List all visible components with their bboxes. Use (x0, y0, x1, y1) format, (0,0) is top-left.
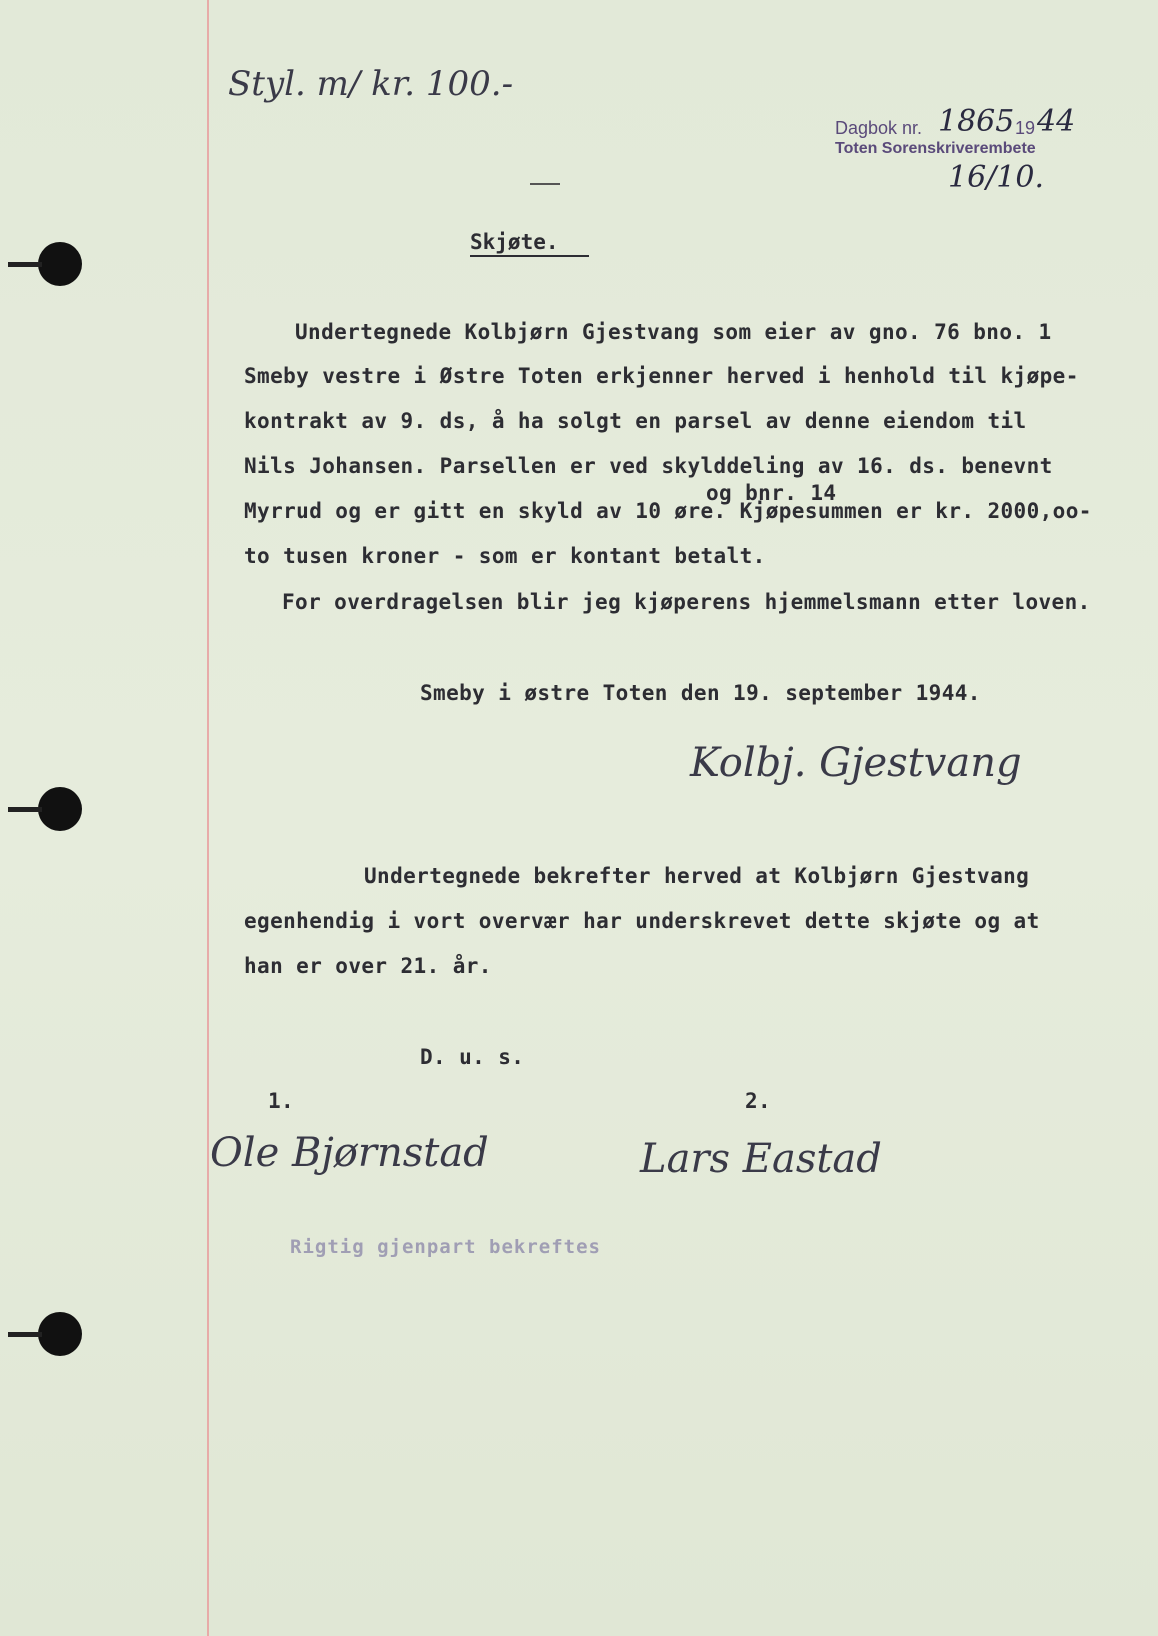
dus-line: D. u. s. (420, 1045, 525, 1069)
diary-number: 1865 (938, 104, 1015, 139)
punch-hole-icon (38, 1312, 82, 1356)
body-line-1: Undertegnede Kolbjørn Gjestvang som eier av gno. 76 bno. 1 (295, 320, 1052, 344)
place-date-line: Smeby i østre Toten den 19. september 1944. (420, 681, 981, 705)
diary-label: Dagbok nr. (835, 118, 923, 138)
witness-2-number: 2. (745, 1089, 772, 1113)
diary-date-note: 16/10. (948, 160, 1044, 195)
body-line-3: kontrakt av 9. ds, å ha solgt en parsel av denne eiendom til (244, 409, 1027, 433)
seller-signature: Kolbj. Gjestvang (690, 740, 1022, 786)
inserted-text: og bnr. 14 (706, 481, 837, 505)
punch-hole-icon (38, 242, 82, 286)
body-line-6: to tusen kroner - som er kontant betalt. (244, 544, 766, 568)
witness-1-signature: Ole Bjørnstad (210, 1130, 489, 1176)
diary-year-prefix: 19 (1015, 118, 1036, 138)
handwritten-fee-note: Styl. m/ kr. 100.- (228, 64, 514, 104)
body-line-4: Nils Johansen. Parsellen er ved skylddeling av 16. ds. benevnt (244, 454, 1053, 478)
diary-office: Toten Sorenskriverembete (835, 140, 1036, 157)
separator-dash (530, 183, 560, 185)
witness-line-2: egenhendig i vort overvær har underskrevet dette skjøte og at (244, 909, 1040, 933)
body-line-5: Myrrud og er gitt en skyld av 10 øre. Kjøpesummen er kr. 2000,oo- (244, 499, 1092, 523)
witness-2-signature: Lars Eastad (640, 1136, 882, 1182)
copy-confirmation-stamp: Rigtig gjenpart bekreftes (290, 1236, 601, 1258)
body-line-7: For overdragelsen blir jeg kjøperens hjemmelsmann etter loven. (282, 590, 1091, 614)
punch-hole-icon (38, 787, 82, 831)
witness-1-number: 1. (268, 1089, 295, 1113)
document-title: Skjøte. (470, 229, 589, 257)
witness-line-1: Undertegnede bekrefter herved at Kolbjørn Gjestvang (364, 864, 1030, 888)
red-margin-line (207, 0, 209, 1636)
body-line-2: Smeby vestre i Østre Toten erkjenner herved i henhold til kjøpe- (244, 364, 1079, 388)
diary-year-suffix: 44 (1037, 104, 1076, 139)
witness-line-3: han er over 21. år. (244, 954, 492, 978)
